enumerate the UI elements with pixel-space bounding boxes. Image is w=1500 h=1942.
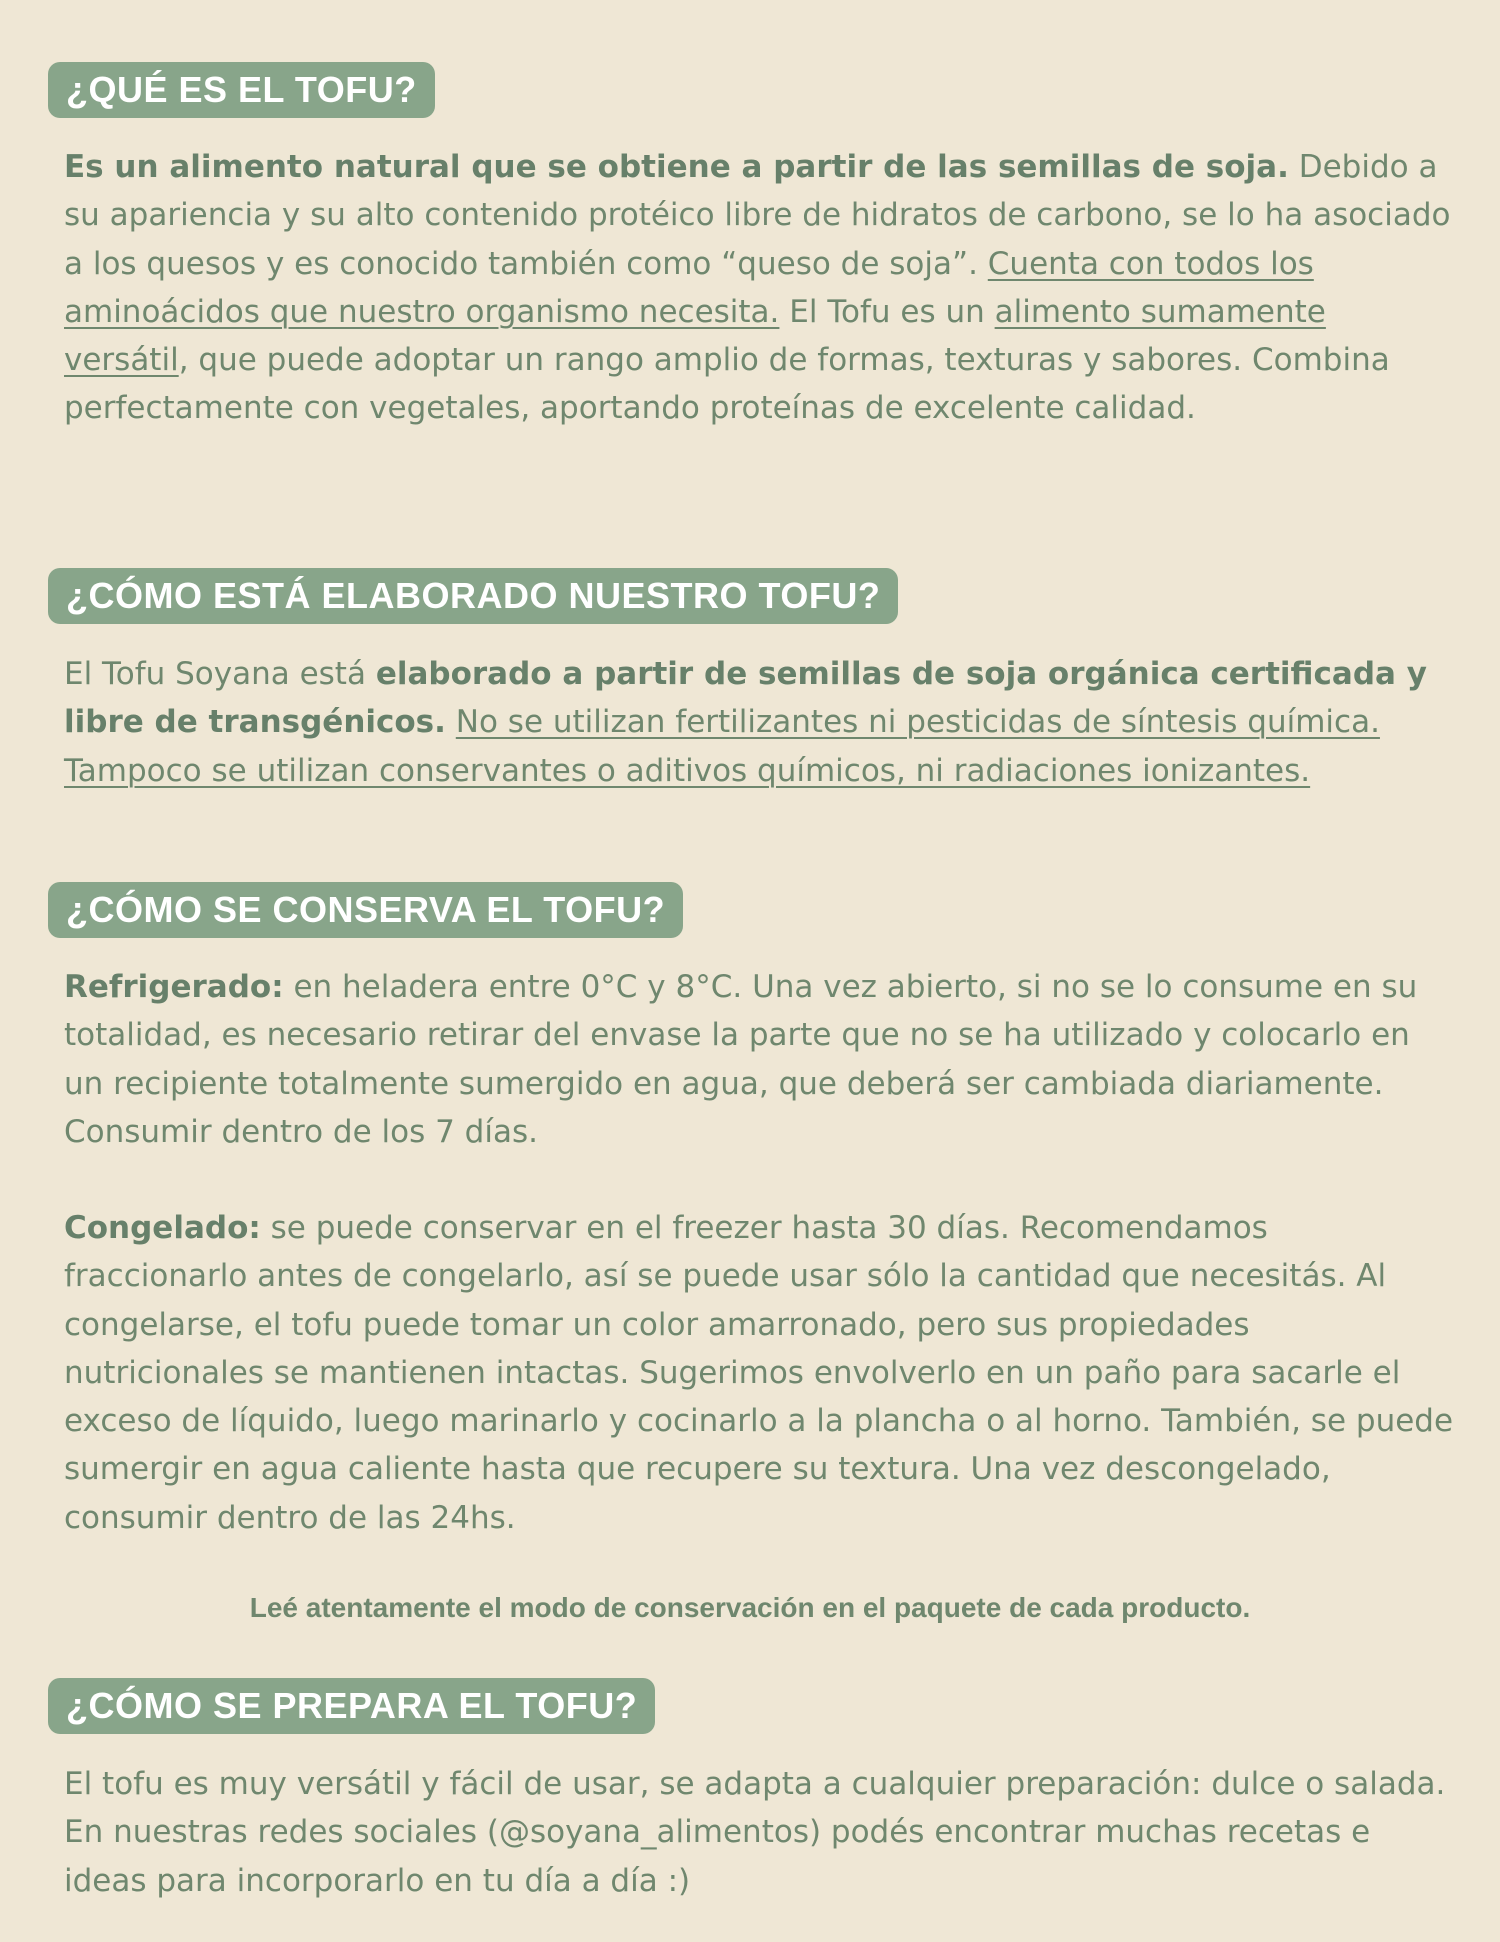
body-text: El Tofu es un [779,293,995,330]
underlined-text: alimento sumamente versátil [64,293,1326,379]
section-heading-conserva: ¿CÓMO SE CONSERVA EL TOFU? [48,882,683,938]
body-text: Debido a su apariencia y su alto contenido protéico libre de hidratos de carbono, se lo ha asociado a los quesos y es conocido también como “queso de soja”. [64,149,1451,282]
section-heading-elaborado: ¿CÓMO ESTÁ ELABORADO NUESTRO TOFU? [48,568,898,624]
paragraph-elaborado [64,650,1454,795]
section-heading-que-es: ¿QUÉ ES EL TOFU? [48,62,435,118]
body-text [446,704,456,740]
body-text: El tofu es muy versátil y fácil de usar, se adapta a cualquier preparación: dulce o salada. En nuestras redes sociales (@soyana_alimentos) podés encontrar muchas recetas e ideas para incorporarlo en tu día a día :) [64,1766,1446,1899]
body-text: El Tofu Soyana está [64,656,376,692]
section-heading-prepara: ¿CÓMO SE PREPARA EL TOFU? [48,1678,655,1734]
body-text: , que puede adoptar un rango amplio de formas, texturas y sabores. Combina perfectamente con vegetales, aportando proteínas de excelente calidad. [64,342,1390,427]
underlined-text: No se utilizan fertilizantes ni pesticidas de síntesis química. Tampoco se utilizan conservantes o aditivos químicos, ni radiaciones ionizantes. [64,704,1380,789]
bold-text: elaborado a partir de semillas de soja orgánica certificada y libre de transgénicos. [64,656,1427,741]
conservation-note: Leé atentamente el modo de conservación en el paquete de cada producto. [249,1592,1251,1623]
paragraph-que-es [64,143,1454,433]
body-text: en heladera entre 0°C y 8°C. Una vez abierto, si no se lo consume en su totalidad, es necesario retirar del envase la parte que no se ha utilizado y colocarlo en un recipiente totalmente sumergido en agua, que deberá ser cambiada diariamente. Consumir dentro de los 7 días. [64,969,1418,1150]
bold-text: Es un alimento natural que se obtiene a partir de las semillas de soja. [64,149,1289,185]
underlined-text: Cuenta con todos los aminoácidos que nuestro organismo necesita. [64,245,1314,330]
paragraph-prepara [64,1760,1454,1905]
bold-text: Congelado: [64,1210,261,1246]
paragraph-congelado [64,1204,1454,1542]
body-text: se puede conservar en el freezer hasta 30 días. Recomendamos fraccionarlo antes de congelarlo, así se puede usar sólo la cantidad que necesitás. Al congelarse, el tofu puede tomar un color amarronado, pero sus propiedades nutricionales se mantienen intactas. Sugerimos envolverlo en un paño para sacarle el exceso de líquido, luego marinarlo y cocinarlo a la plancha o al horno. También, se puede sumergir en agua caliente hasta que recupere su textura. Una vez descongelado, consumir dentro de las 24hs. [64,1210,1454,1536]
bold-text: Refrigerado: [64,969,284,1005]
paragraph-refrigerado [64,963,1454,1156]
